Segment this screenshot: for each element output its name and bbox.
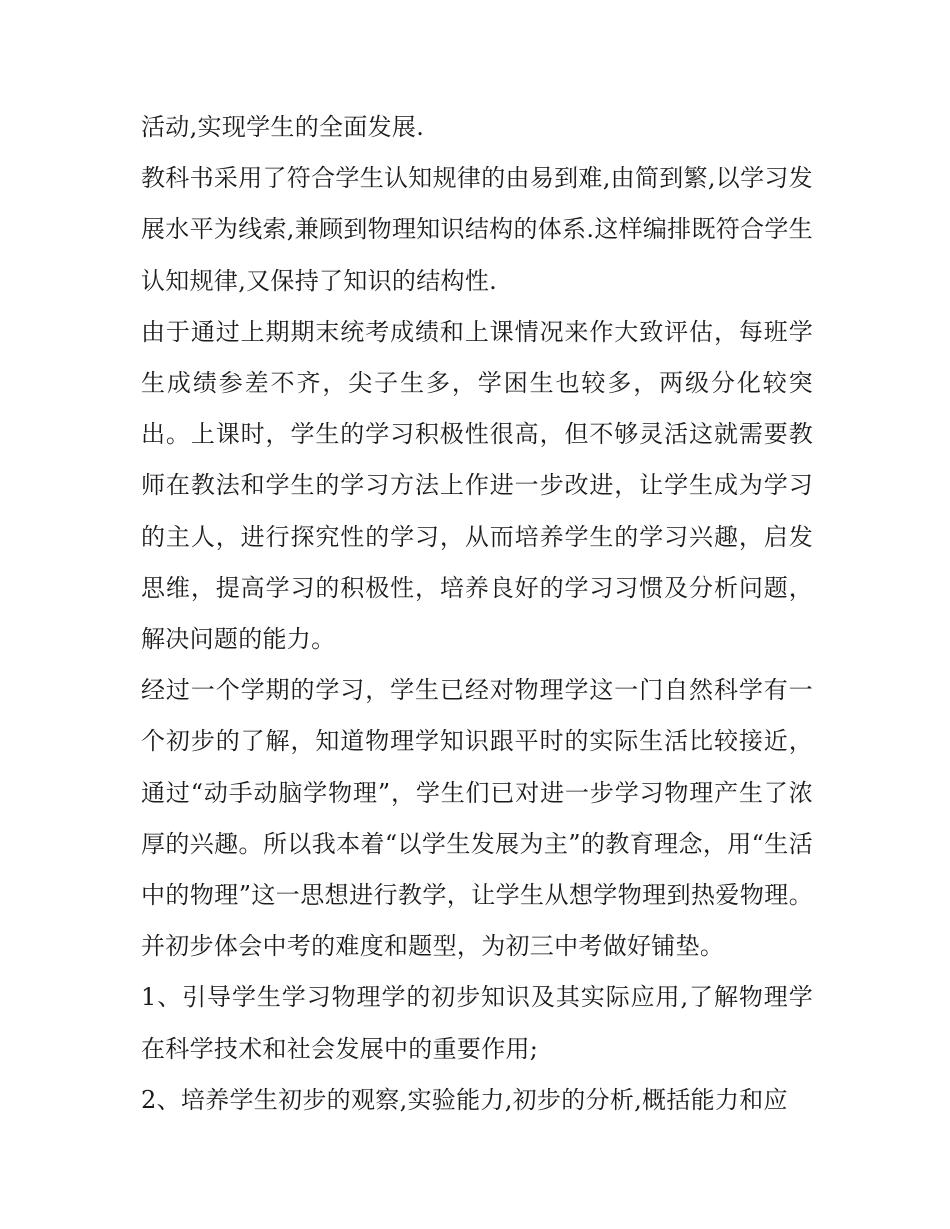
- paragraph-2: 教科书采用了符合学生认知规律的由易到难,由简到繁,以学习发展水平为线索,兼顾到物理知识结构的体系.这样编排既符合学生认知规律,又保持了知识的结构性.: [141, 164, 813, 295]
- document-page: [141, 102, 813, 1126]
- paragraph-6: 2、培养学生初步的观察,实验能力,初步的分析,概括能力和应: [141, 1085, 788, 1114]
- paragraph-4: 经过一个学期的学习，学生已经对物理学这一门自然科学有一个初步的了解，知道物理学知识跟平时的实际生活比较接近，通过“动手动脑学物理”，学生们已对进一步学习物理产生了浓厚的兴趣。所以我本着“以学生发展为主”的教育理念，用“生活中的物理”这一思想进行教学，让学生从想学物理到热爱物理。并初步体会中考的难度和题型，为初三中考做好铺垫。: [141, 676, 813, 961]
- paragraph-3: 由于通过上期期末统考成绩和上课情况来作大致评估，每班学生成绩参差不齐，尖子生多，学困生也较多，两级分化较突出。上课时，学生的学习积极性很高，但不够灵活这就需要教师在教法和学生的学习方法上作进一步改进，让学生成为学习的主人，进行探究性的学习，从而培养学生的学习兴趣，启发思维，提高学习的积极性，培养良好的学习习惯及分析问题，解决问题的能力。: [141, 317, 813, 654]
- paragraph-5: 1、引导学生学习物理学的初步知识及其实际应用,了解物理学在科学技术和社会发展中的重要作用;: [141, 983, 813, 1063]
- paragraph-1: 活动,实现学生的全面发展.: [141, 113, 425, 141]
